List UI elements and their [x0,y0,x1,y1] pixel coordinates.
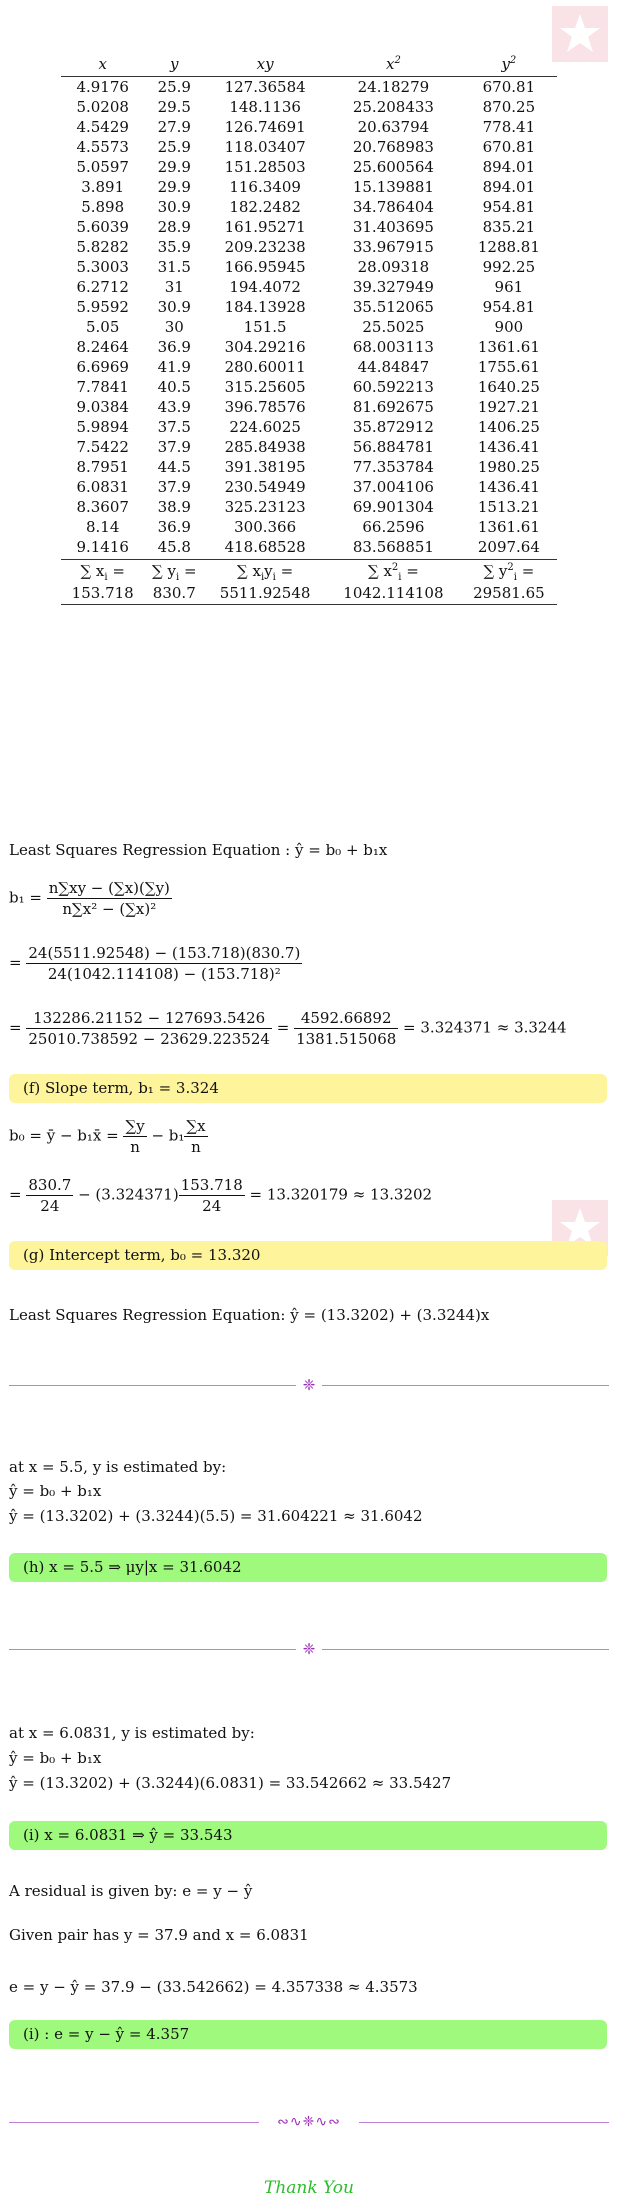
cell-x: 5.0208 [76,98,129,116]
cell-xy: 151.5 [243,318,287,336]
cell-xy: 300.366 [234,518,297,536]
cell-x-squared: 25.5025 [362,318,425,336]
cell-y-squared: 1361.61 [477,338,540,356]
cell-y-squared: 1755.61 [477,358,540,376]
estimate2-answer-box: (i) x = 6.0831 ⇒ ŷ = 33.543 [9,1821,607,1850]
cell-y: 37.5 [157,418,191,436]
table-row [61,357,557,377]
b1-formula: b₁ = $\frac{n\sum xy - (\sum x)(\sum y)}{\text{n∑x² − (∑x)²}}$ [9,879,170,918]
cell-y: 43.9 [157,398,191,416]
cell-xy: 161.95271 [224,218,306,236]
cell-y-squared: 1927.21 [477,398,540,416]
cell-y: 29.5 [157,98,191,116]
sum-y2-value: 29581.65 [461,582,557,605]
cell-xy: 304.29216 [224,338,306,356]
cell-xy: 126.74691 [224,118,306,136]
cell-x: 9.1416 [76,538,129,556]
table-row [61,97,557,117]
table-row [61,317,557,337]
data-table [61,52,557,605]
cell-xy: 224.6025 [229,418,301,436]
sum-y2-label: ∑ $y^2_i$ = [461,560,557,583]
b1-fraction: $\frac{n\sum xy - (\sum x)(\sum y)}{\text{n∑x² − (∑x)²}}$ [48,879,170,918]
cell-x: 6.0831 [76,478,129,496]
cell-x: 8.3607 [76,498,129,516]
cell-x-squared: 20.63794 [357,118,430,136]
estimate1-formula: ŷ = b₀ + b₁x [9,1482,102,1500]
sum-x-label: ∑ $x_i$ = [61,560,144,583]
header-y: y [144,52,204,77]
cell-y-squared: 778.41 [482,118,536,136]
cell-xy: 315.25605 [224,378,306,396]
table-row [61,197,557,217]
residual-answer-box: (i) : e = y − ŷ = 4.357 [9,2020,607,2049]
cell-y: 44.5 [157,458,191,476]
sum-xy-label: ∑ $x_iy_i$ = [204,560,326,583]
sum-x-value: 153.718 [61,582,144,605]
cell-y: 28.9 [157,218,191,236]
cell-x: 8.2464 [76,338,129,356]
cell-xy: 396.78576 [224,398,306,416]
divider-flourish-icon: ∾∿❈∿∾ [259,2111,359,2133]
sum-xy-value: 5511.92548 [204,582,326,605]
header-x-squared: $x^2$ [326,52,461,77]
b0-formula: b₀ = ȳ − b₁x̄ = $\frac{\sum y}{n}$ − b₁ $\frac{\sum x}{n}$ [9,1117,206,1156]
cell-x: 5.9592 [76,298,129,316]
cell-y-squared: 670.81 [482,138,536,156]
watermark-logo-icon [552,6,608,62]
table-row [61,437,557,457]
cell-x-squared: 56.884781 [352,438,434,456]
cell-x-squared: 81.692675 [352,398,434,416]
cell-y-squared: 900 [494,318,524,336]
cell-x-squared: 25.208433 [352,98,434,116]
cell-xy: 280.60011 [224,358,306,376]
table-row [61,517,557,537]
cell-x-squared: 39.327949 [352,278,434,296]
estimate2-intro: at x = 6.0831, y is estimated by: [9,1724,255,1742]
divider-ornament-icon: ❈ [296,1375,322,1395]
cell-x: 6.6969 [76,358,129,376]
cell-x-squared: 60.592213 [352,378,434,396]
cell-x: 4.5573 [76,138,129,156]
estimate1-intro: at x = 5.5, y is estimated by: [9,1458,227,1476]
cell-x: 3.891 [81,178,125,196]
cell-y: 25.9 [157,78,191,96]
cell-x: 8.14 [85,518,120,536]
table-row [61,157,557,177]
table-row [61,237,557,257]
cell-xy: 325.23123 [224,498,306,516]
cell-xy: 391.38195 [224,458,306,476]
table-row [61,417,557,437]
table-row [61,537,557,560]
cell-x: 7.5422 [76,438,129,456]
cell-xy: 166.95945 [224,258,306,276]
b1-evaluation-fraction: $\frac{132286.21152 - 127693.5426}{25010.738592 - 23629.223524}$ [28,1009,270,1048]
table-row [61,137,557,157]
cell-x: 5.8282 [76,238,129,256]
cell-x: 5.3003 [76,258,129,276]
table-row [61,337,557,357]
cell-x: 5.6039 [76,218,129,236]
cell-y-squared: 670.81 [482,78,536,96]
cell-y: 36.9 [157,338,191,356]
cell-y: 30.9 [157,298,191,316]
cell-y-squared: 1406.25 [477,418,540,436]
b1-evaluation: = $\frac{132286.21152 - 127693.5426}{25010.738592 - 23629.223524}$ = $\frac{4592.66892}{1381.515068}$ = 3.324371 ≈ 3.3244 [9,1009,567,1048]
divider-ornament-icon: ❈ [296,1639,322,1659]
estimate1-answer-box: (h) x = 5.5 ⇒ μy|x = 31.6042 [9,1553,607,1582]
estimate1-calculation: ŷ = (13.3202) + (3.3244)(5.5) = 31.604221 ≈ 31.6042 [9,1507,423,1525]
cell-xy: 418.68528 [224,538,306,556]
cell-x: 4.9176 [76,78,129,96]
cell-y-squared: 954.81 [482,198,536,216]
cell-y-squared: 1980.25 [477,458,540,476]
b0-sum-x-fraction: $\frac{\sum x}{n}$ [186,1117,206,1156]
cell-x-squared: 28.09318 [357,258,430,276]
table-row [61,77,557,98]
cell-y: 35.9 [157,238,191,256]
cell-y-squared: 870.25 [482,98,536,116]
cell-y: 40.5 [157,378,191,396]
cell-x-squared: 83.568851 [352,538,434,556]
cell-x: 7.7841 [76,378,129,396]
cell-xy: 127.36584 [224,78,306,96]
cell-y: 30 [164,318,184,336]
table-row [61,177,557,197]
cell-xy: 194.4072 [229,278,301,296]
cell-y: 37.9 [157,438,191,456]
cell-y-squared: 1513.21 [477,498,540,516]
b0-sum-y-fraction: $\frac{\sum y}{n}$ [125,1117,145,1156]
cell-x-squared: 35.512065 [352,298,434,316]
b0-evaluation: = $\frac{830.7}{24}$ − (3.324371) $\frac{153.718}{24}$ = 13.320179 ≈ 13.3202 [9,1176,433,1215]
sum-y-label: ∑ $y_i$ = [144,560,204,583]
regression-title: Least Squares Regression Equation : ŷ = b₀ + b₁x [9,841,388,859]
b0-mean-x-fraction: $\frac{153.718}{24}$ [180,1176,243,1215]
table-row [61,477,557,497]
cell-x-squared: 69.901304 [352,498,434,516]
cell-y: 29.9 [157,178,191,196]
header-x: x [61,52,144,77]
cell-x-squared: 66.2596 [362,518,425,536]
thank-you-text: Thank You [263,2178,354,2198]
cell-x-squared: 31.403695 [352,218,434,236]
cell-y: 27.9 [157,118,191,136]
table-row [61,277,557,297]
b0-mean-y-fraction: $\frac{830.7}{24}$ [28,1176,72,1215]
cell-xy: 209.23238 [224,238,306,256]
residual-calculation: e = y − ŷ = 37.9 − (33.542662) = 4.357338 ≈ 4.3573 [9,1978,418,1996]
cell-x: 6.2712 [76,278,129,296]
cell-xy: 116.3409 [229,178,301,196]
b1-substitution-fraction: $\frac{24(5511.92548) - (153.718)(830.7)}{\text{24(1042.114108) − (153.718)²}}$ [28,944,301,983]
cell-y-squared: 835.21 [482,218,536,236]
cell-xy: 184.13928 [224,298,306,316]
table-row [61,397,557,417]
cell-x-squared: 44.84847 [357,358,430,376]
cell-xy: 285.84938 [224,438,306,456]
cell-y: 29.9 [157,158,191,176]
cell-y: 36.9 [157,518,191,536]
cell-y-squared: 894.01 [482,178,536,196]
sum-label-row [61,560,557,583]
regression-equation: Least Squares Regression Equation: ŷ = (13.3202) + (3.3244)x [9,1306,490,1324]
sum-y-value: 830.7 [144,582,204,605]
cell-x: 8.7951 [76,458,129,476]
b1-substitution: = $\frac{24(5511.92548) - (153.718)(830.7)}{\text{24(1042.114108) − (153.718)²}}$ [9,944,301,983]
table-row [61,377,557,397]
cell-x: 5.0597 [76,158,129,176]
b1-simplified-fraction: $\frac{4592.66892}{1381.515068}$ [296,1009,397,1048]
table-row [61,497,557,517]
residual-intro: A residual is given by: e = y − ŷ [9,1882,253,1900]
cell-y-squared: 2097.64 [477,538,540,556]
cell-x: 5.9894 [76,418,129,436]
cell-x-squared: 77.353784 [352,458,434,476]
cell-y-squared: 1288.81 [477,238,540,256]
cell-y: 38.9 [157,498,191,516]
cell-xy: 151.28503 [224,158,306,176]
cell-x-squared: 24.18279 [357,78,430,96]
cell-x: 4.5429 [76,118,129,136]
sum-x2-label: ∑ $x^2_i$ = [326,560,461,583]
cell-y: 31.5 [157,258,191,276]
header-y-squared: $y^2$ [461,52,557,77]
table-row [61,457,557,477]
header-xy: xy [204,52,326,77]
cell-x: 5.898 [81,198,125,216]
cell-y-squared: 1640.25 [477,378,540,396]
cell-x-squared: 20.768983 [352,138,434,156]
cell-x-squared: 37.004106 [352,478,434,496]
cell-x-squared: 35.872912 [352,418,434,436]
cell-y: 30.9 [157,198,191,216]
cell-y: 41.9 [157,358,191,376]
cell-y-squared: 1361.61 [477,518,540,536]
table-header-row [61,52,557,77]
cell-x-squared: 33.967915 [352,238,434,256]
cell-xy: 148.1136 [229,98,301,116]
estimate2-calculation: ŷ = (13.3202) + (3.3244)(6.0831) = 33.542662 ≈ 33.5427 [9,1774,452,1792]
cell-x: 5.05 [85,318,120,336]
cell-y: 31 [164,278,184,296]
cell-y-squared: 1436.41 [477,438,540,456]
cell-y: 25.9 [157,138,191,156]
slope-answer-box: (f) Slope term, b₁ = 3.324 [9,1074,607,1103]
cell-y: 37.9 [157,478,191,496]
sum-x2-value: 1042.114108 [326,582,461,605]
table-row [61,257,557,277]
cell-y: 45.8 [157,538,191,556]
intercept-answer-box: (g) Intercept term, b₀ = 13.320 [9,1241,607,1270]
estimate2-formula: ŷ = b₀ + b₁x [9,1749,102,1767]
table-row [61,217,557,237]
cell-xy: 182.2482 [229,198,301,216]
cell-y-squared: 992.25 [482,258,536,276]
cell-x-squared: 25.600564 [352,158,434,176]
residual-given-pair: Given pair has y = 37.9 and x = 6.0831 [9,1926,309,1944]
cell-x-squared: 34.786404 [352,198,434,216]
table-row [61,117,557,137]
cell-y-squared: 961 [494,278,524,296]
cell-xy: 118.03407 [224,138,306,156]
table-row [61,297,557,317]
cell-xy: 230.54949 [224,478,306,496]
cell-x: 9.0384 [76,398,129,416]
sum-value-row [61,582,557,605]
cell-y-squared: 894.01 [482,158,536,176]
cell-x-squared: 15.139881 [352,178,434,196]
cell-y-squared: 954.81 [482,298,536,316]
cell-y-squared: 1436.41 [477,478,540,496]
cell-x-squared: 68.003113 [352,338,434,356]
